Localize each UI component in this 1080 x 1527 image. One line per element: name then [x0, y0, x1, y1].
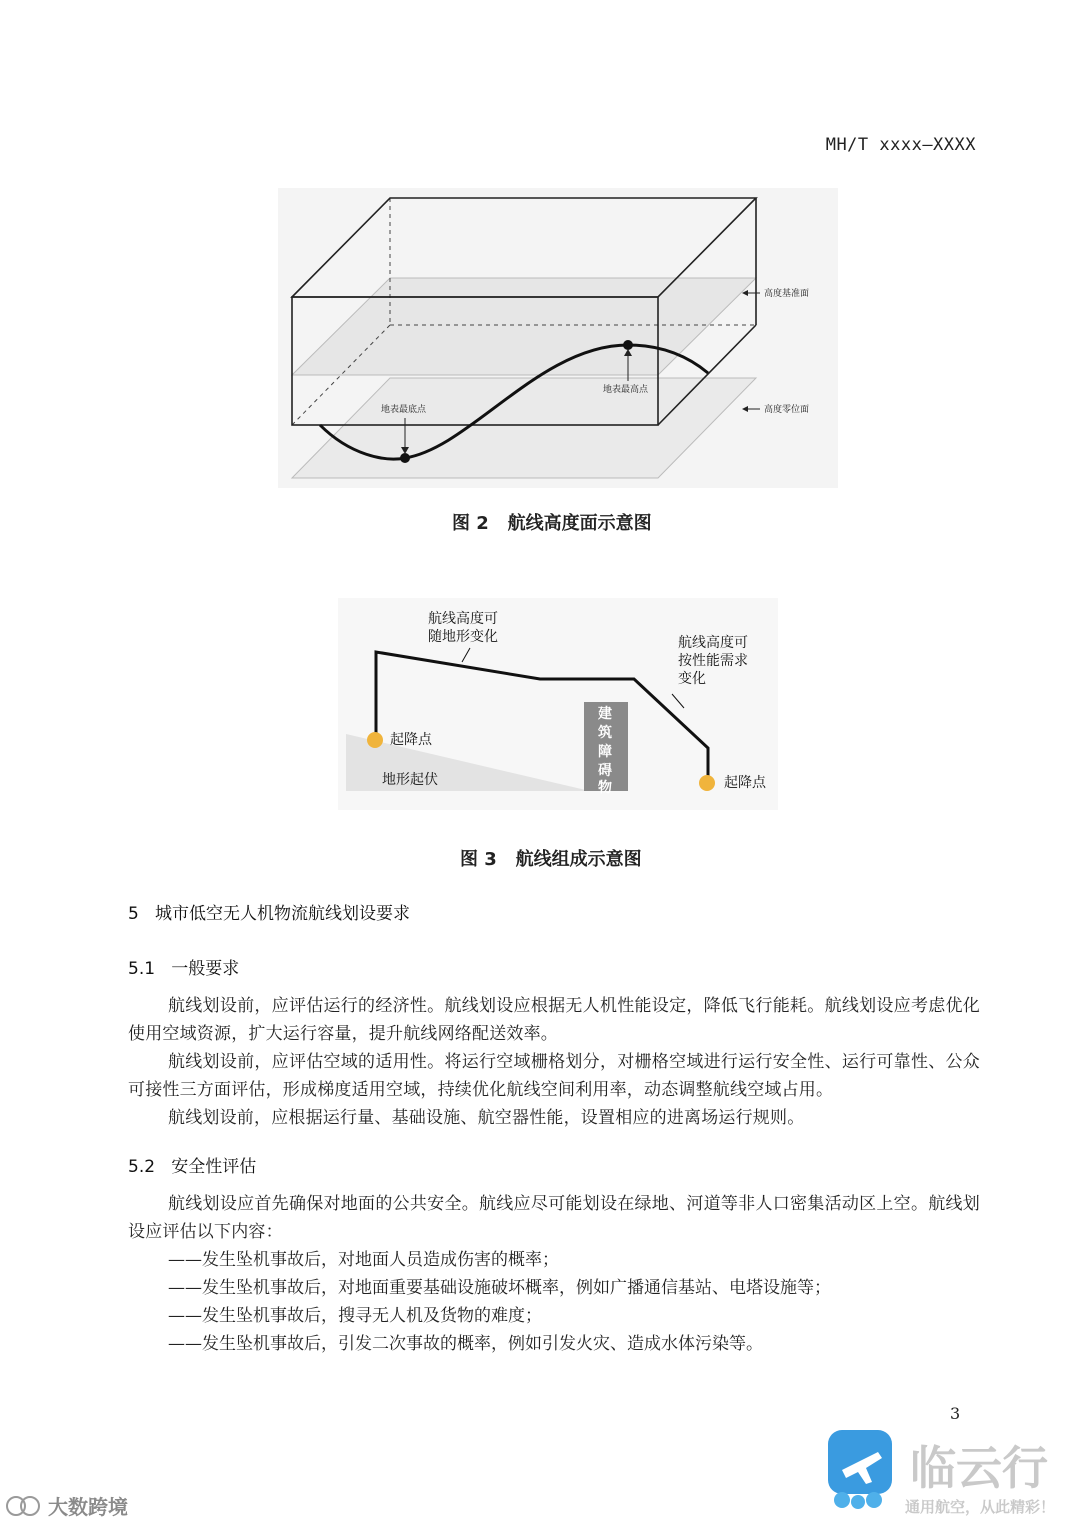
building-char: 障	[598, 744, 612, 760]
takeoff-point-right	[699, 775, 715, 791]
section-5-heading: 5 城市低空无人机物流航线划设要求	[128, 904, 411, 924]
lowest-point-dot	[400, 453, 410, 463]
building-label	[598, 705, 612, 796]
terrain-following-label-line1: 航线高度可	[428, 611, 498, 627]
building-char: 筑	[598, 725, 612, 741]
right-watermark-slogan: 通用航空，从此精彩！	[905, 1498, 1056, 1516]
list-item: ——发生坠机事故后，对地面重要基础设施破坏概率，例如广播通信基站、电塔设施等；	[168, 1278, 831, 1298]
section-5-1-paragraph: 航线划设前，应根据运行量、基础设施、航空器性能，设置相应的进离场运行规则。	[168, 1108, 805, 1128]
left-watermark-text: 大数跨境	[48, 1495, 128, 1519]
takeoff-point-left	[367, 732, 383, 748]
takeoff-label-right: 起降点	[724, 775, 766, 791]
ground-highest-point-label: 地表最高点	[603, 385, 649, 395]
highest-point-dot	[623, 340, 633, 350]
takeoff-label-left: 起降点	[390, 732, 432, 748]
figure-3	[338, 598, 778, 810]
section-5-1-paragraph: 航线划设前，应评估运行的经济性。航线划设应根据无人机性能设定，降低飞行能耗。航线划设应考虑优化使用空域资源，扩大运行容量，提升航线网络配送效率。	[128, 996, 980, 1044]
figure-2	[278, 188, 838, 488]
ground-lowest-point-label: 地表最底点	[381, 405, 427, 415]
list-item: ——发生坠机事故后，引发二次事故的概率，例如引发火灾、造成水体污染等。	[168, 1334, 763, 1354]
section-5-2-heading: 5.2 安全性评估	[128, 1157, 257, 1177]
list-item: ——发生坠机事故后，对地面人员造成伤害的概率；	[168, 1250, 559, 1270]
document-id: MH/T xxxx—XXXX	[825, 135, 976, 155]
terrain-following-label-line2: 随地形变化	[428, 629, 498, 645]
right-watermark	[828, 1430, 1055, 1517]
figure-3-caption: 图 3 航线组成示意图	[460, 849, 642, 870]
terrain-label: 地形起伏	[382, 772, 438, 788]
list-item: ——发生坠机事故后，搜寻无人机及货物的难度；	[168, 1306, 542, 1326]
section-5-1-heading: 5.1 一般要求	[128, 959, 240, 979]
performance-label-line2: 按性能需求	[678, 653, 748, 669]
figure-2-caption: 图 2 航线高度面示意图	[452, 513, 652, 534]
building-char: 碍	[598, 763, 612, 779]
section-5-1-paragraph: 航线划设前，应评估空域的适用性。将运行空域栅格划分，对栅格空域进行运行安全性、运行可靠性、公众可接性三方面评估，形成梯度适用空域，持续优化航线空间利用率，动态调整航线空域占用。	[128, 1052, 980, 1100]
height-zero-plane-label: 高度零位面	[764, 405, 810, 415]
performance-label-line3: 变化	[678, 671, 706, 687]
building-char: 物	[598, 780, 612, 796]
building-char: 建	[598, 706, 612, 722]
right-watermark-brand: 临云行	[910, 1441, 1048, 1495]
section-5-2-intro: 航线划设应首先确保对地面的公共安全。航线应尽可能划设在绿地、河道等非人口密集活动区上空。航线划设应评估以下内容：	[128, 1194, 980, 1242]
page-number: 3	[950, 1404, 961, 1423]
left-watermark	[7, 1495, 128, 1519]
height-reference-plane-label: 高度基准面	[764, 289, 810, 299]
performance-label-line1: 航线高度可	[678, 635, 748, 651]
